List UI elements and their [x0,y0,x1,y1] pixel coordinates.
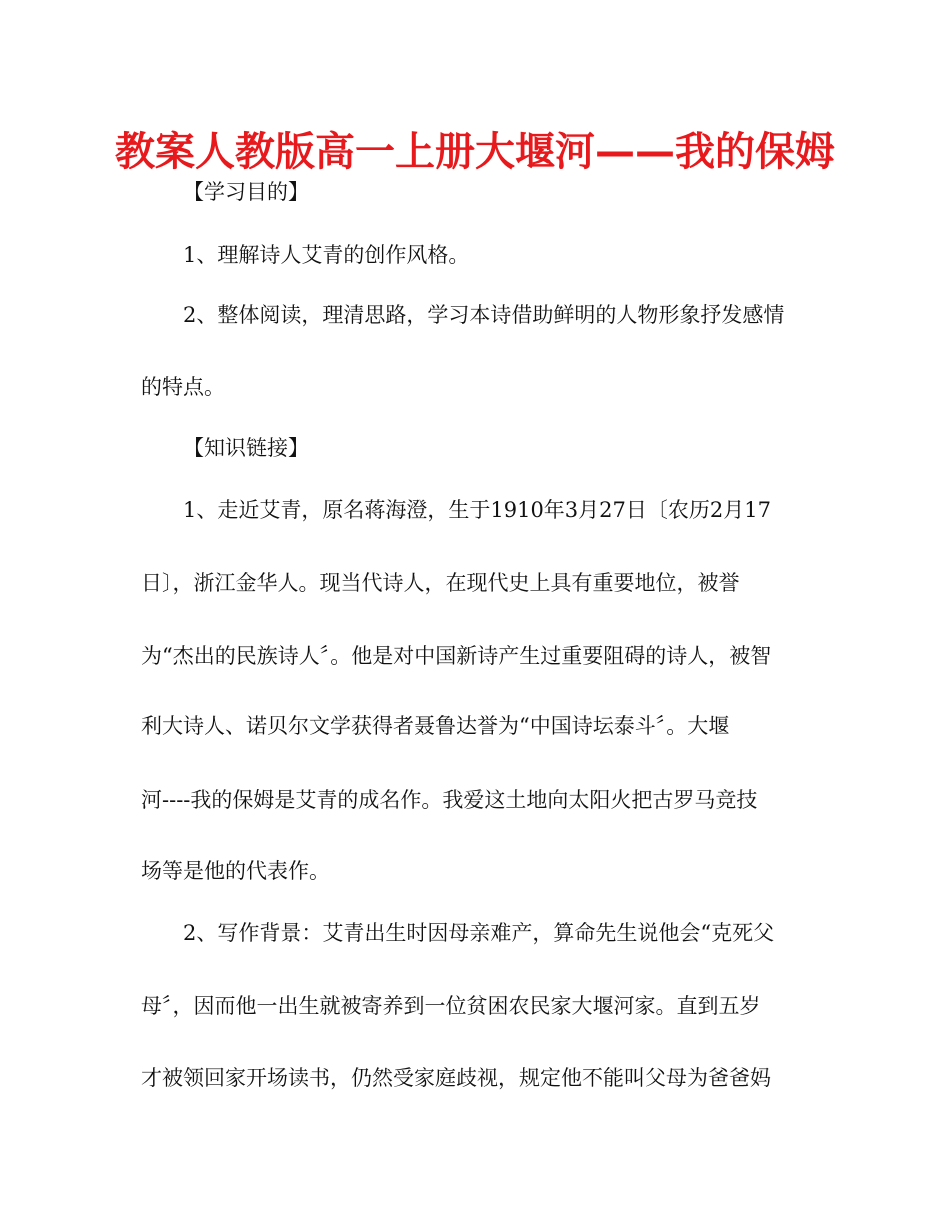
paragraph-line: 场等是他的代表作。 [141,859,330,883]
paragraph-line: 为“杰出的民族诗人〞。他是对中国新诗产生过重要阻碍的诗人，被智 [141,644,772,668]
paragraph-line: 河----我的保姆是艾青的成名作。我爱这土地向太阳火把古罗马竞技 [141,788,758,812]
paragraph-line: 日〕，浙江金华人。现当代诗人，在现代史上具有重要地位，被誉 [141,571,740,595]
section-heading-knowledge-links: 【知识链接】 [183,436,309,460]
section-heading-learning-goals: 【学习目的】 [183,180,309,204]
paragraph-line: 才被领回家开场读书，仍然受家庭歧视，规定他不能叫父母为爸爸妈 [141,1066,771,1090]
paragraph-line: 1、走近艾青，原名蒋海澄，生于1910年3月27日〔农历2月17 [183,498,771,522]
paragraph-line: 1、理解诗人艾青的创作风格。 [183,243,470,267]
document-title: 教案人教版高一上册大堰河——我的保姆 [115,129,835,175]
paragraph-line: 的特点。 [141,375,225,399]
paragraph-line: 2、写作背景：艾青出生时因母亲难产，算命先生说他会“克死父 [183,921,775,945]
paragraph-line: 2、整体阅读，理清思路，学习本诗借助鲜明的人物形象抒发感情 [183,303,785,327]
paragraph-line: 母〞，因而他一出生就被寄养到一位贫困农民家大堰河家。直到五岁 [141,994,761,1018]
paragraph-line: 利大诗人、诺贝尔文学获得者聂鲁达誉为“中国诗坛泰斗〞。大堰 [141,714,730,738]
